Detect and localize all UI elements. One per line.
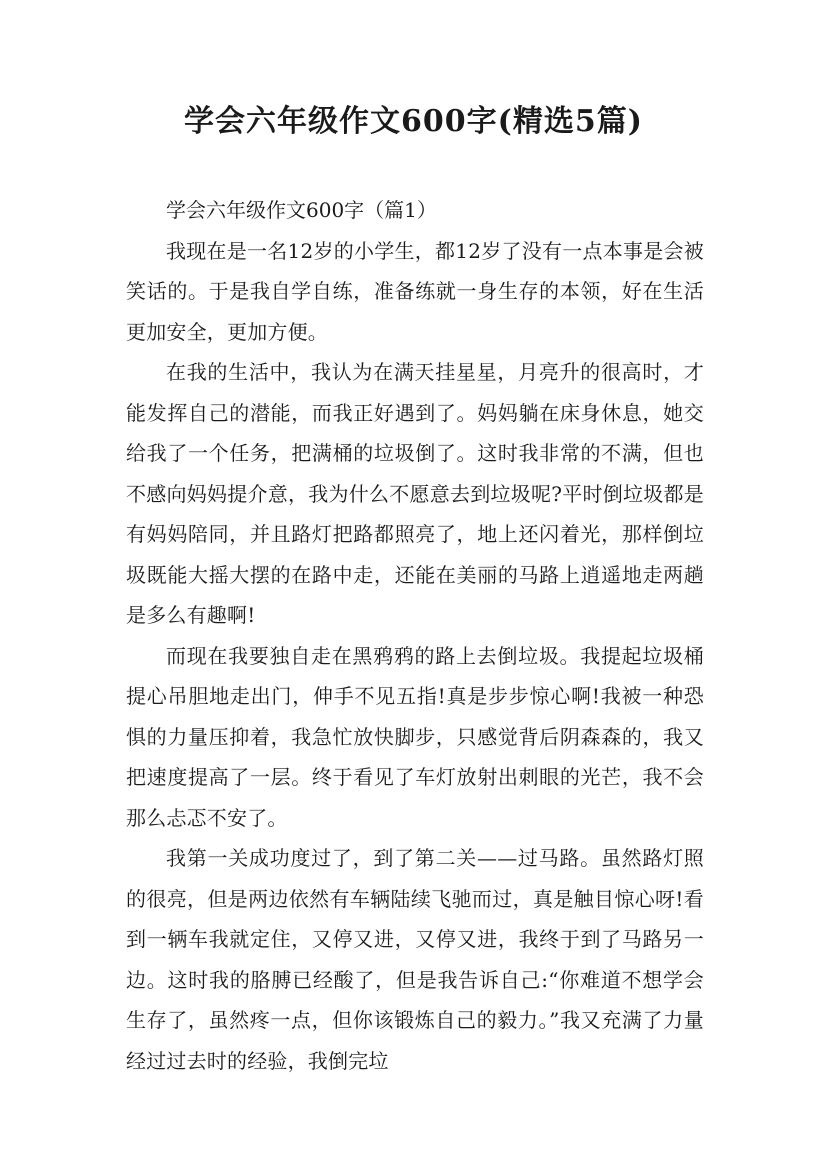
- paragraph-2: 在我的生活中，我认为在满天挂星星，月亮升的很高时，才能发挥自己的潜能，而我正好遇到了。妈妈躺在床身休息，她交给我了一个任务，把满桶的垃圾倒了。这时我非常的不满，但也不感向妈妈提介意，我为什么不愿意去到垃圾呢?平时倒垃圾都是有妈妈陪同，并且路灯把路都照亮了，地上还闪着光，那样倒垃圾既能大摇大摆的在路中走，还能在美丽的马路上逍遥地走两趟是多么有趣啊!: [126, 360, 704, 627]
- paragraph-3: 而现在我要独自走在黑鸦鸦的路上去倒垃圾。我提起垃圾桶提心吊胆地走出门，伸手不见五指!真是步步惊心啊!我被一种恐惧的力量压抑着，我急忙放快脚步，只感觉背后阴森森的，我又把速度提高了一层。终于看见了车灯放射出刺眼的光芒，我不会那么忐忑不安了。: [126, 643, 704, 830]
- paragraph-1: 我现在是一名12岁的小学生，都12岁了没有一点本事是会被笑话的。于是我自学自练，准备练就一身生存的本领，好在生活更加安全，更加方便。: [126, 238, 704, 344]
- document-body: [126, 190, 704, 1081]
- section-heading: 学会六年级作文600字（篇1）: [166, 198, 437, 222]
- paragraph-4: 我第一关成功度过了，到了第二关——过马路。虽然路灯照的很亮，但是两边依然有车辆陆续飞驰而过，真是触目惊心呀!看到一辆车我就定住，又停又进，又停又进，我终于到了马路另一边。这时我的胳膊已经酸了，但是我告诉自己:“你难道不想学会生存了，虽然疼一点，但你该锻炼自己的毅力。”我又充满了力量经过过去时的经验，我倒完垃: [126, 846, 704, 1073]
- document-title: 学会六年级作文600字(精选5篇): [184, 104, 643, 139]
